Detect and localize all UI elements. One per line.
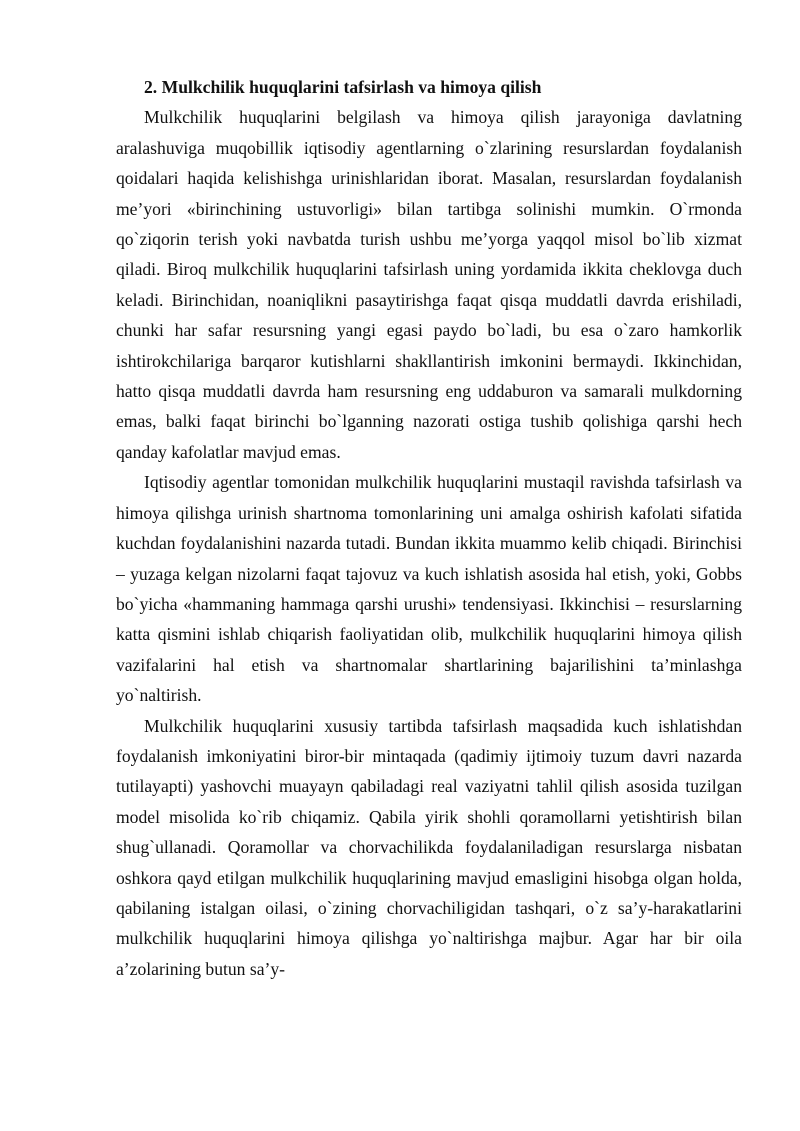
paragraph-3: Mulkchilik huquqlarini xususiy tartibda tafsirlash maqsadida kuch ishlatishdan foydalanish imkoniyatini biror-bir mintaqada (qadimiy ijtimoiy tuzum davri nazarda tutilayapti) yashovchi muayayn qabiladagi real vaziyatni tahlil qilish asosida tuzilgan model misolida ko`rib chiqamiz. Qabila yirik shohli qoramollarni yetishtirish bilan shug`ullanadi. Qoramollar va chorvachilikda foydalaniladigan resurslarga nisbatan oshkora qayd etilgan mulkchilik huquqlarining mavjud emasligini hisobga olgan holda, qabilaning istalgan oilasi, o`zining chorvachiligidan tashqari, o`z sa’y-harakatlarini mulkchilik huquqlarini himoya qilishga yo`naltirishga majbur. Agar har bir oila a’zolarining butun sa’y-: [116, 715, 742, 979]
paragraph-2: Iqtisodiy agentlar tomonidan mulkchilik huquqlarini mustaqil ravishda tafsirlash va himoya qilishga urinish shartnoma tomonlarining uni amalga oshirish kafolati sifatida kuchdan foydalanishini nazarda tutadi. Bundan ikkita muammo kelib chiqadi. Birinchisi – yuzaga kelgan nizolarni faqat tajovuz va kuch ishlatish asosida hal etish, yoki, Gobbs bo`yicha «hammaning hammaga qarshi urushi» tendensiyasi. Ikkinchisi – resurslarning katta qismini ishlab chiqarish faoliyatidan olib, mulkchilik huquqlarini himoya qilish vazifalarini hal etish va shartnomalar shartlarining bajarilishini ta’minlashga yo`naltirish.: [116, 472, 742, 706]
paragraph-1: Mulkchilik huquqlarini belgilash va himoya qilish jarayoniga davlatning aralashuviga muqobillik iqtisodiy agentlarning o`zlarining resurslardan foydalanish qoidalari haqida kelishishga urinishlaridan iborat. Masalan, resurslardan foydalanish me’yori «birinchining ustuvorligi» bilan tartibga solinishi mumkin. O`rmonda qo`ziqorin terish yoki navbatda turish ushbu me’yorga yaqqol misol bo`lib xizmat qiladi. Biroq mulkchilik huquqlarini tafsirlash uning yordamida ikkita cheklovga duch keladi. Birinchidan, noaniqlikni pasaytirishga faqat qisqa muddatli davrda erishiladi, chunki har safar resursning yangi egasi paydo bo`ladi, bu esa o`zaro hamkorlik ishtirokchilariga barqaror kutishlarni shakllantirish imkonini bermaydi. Ikkinchidan, hatto qisqa muddatli davrda ham resursning eng uddaburon va samarali mulkdorning emas, balki faqat birinchi bo`lganning nazorati ostiga tushib qolishiga qarshi hech qanday kafolatlar mavjud emas.: [116, 107, 742, 462]
section-heading: 2. Mulkchilik huquqlarini tafsirlash va himoya qilish: [144, 77, 542, 97]
document-page: [116, 72, 742, 984]
